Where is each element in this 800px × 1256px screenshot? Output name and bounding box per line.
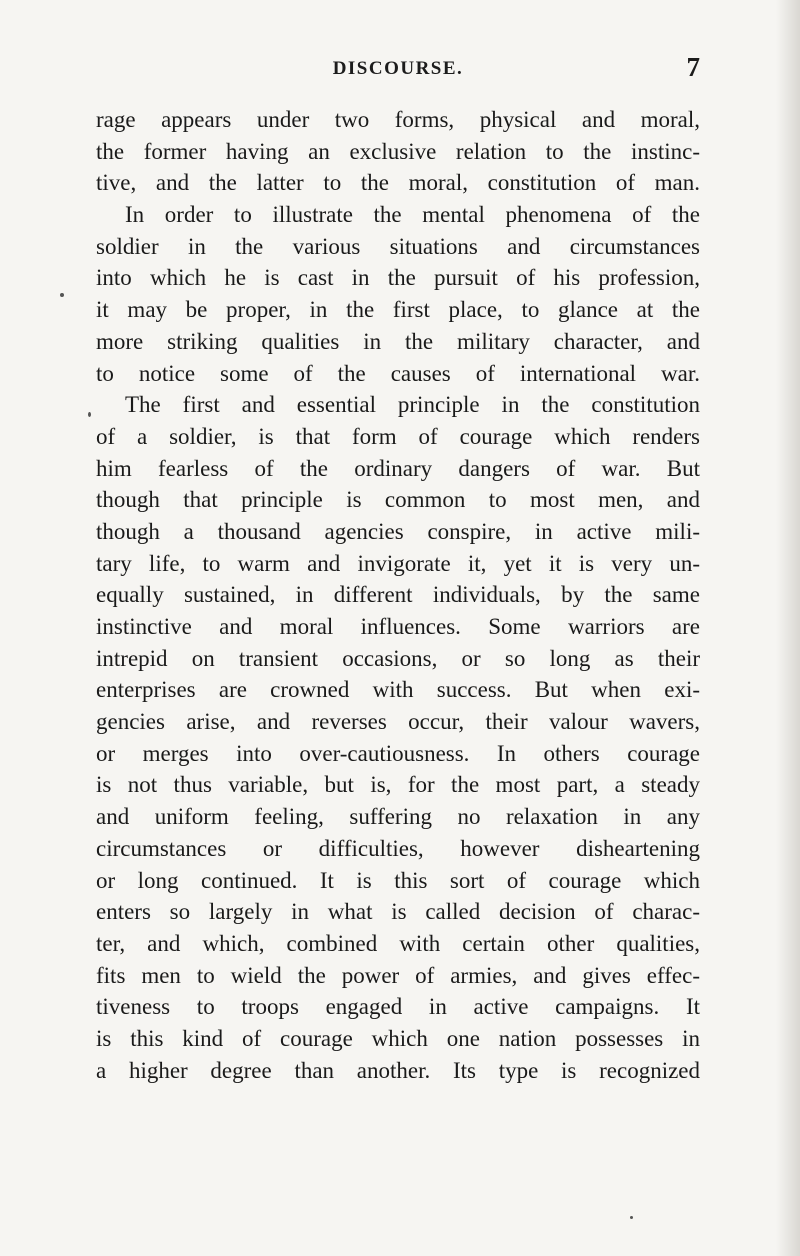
text-line: is this kind of courage which one nation possesses in: [96, 1025, 700, 1051]
page-edge-shadow: [776, 0, 800, 1256]
text-line: to notice some of the causes of international war.: [96, 360, 700, 386]
text-line: gencies arise, and reverses occur, their valour wavers,: [96, 709, 700, 735]
text-line: equally sustained, in different individuals, by the same: [96, 582, 700, 608]
running-title: DISCOURSE.: [332, 58, 464, 79]
text-line: a higher degree than another. Its type is recognized: [96, 1057, 700, 1083]
body-text: [96, 104, 700, 1086]
text-line: more striking qualities in the military character, and: [96, 328, 700, 354]
text-line: though a thousand agencies conspire, in active mili-: [96, 518, 700, 544]
text-line: it may be proper, in the first place, to glance at the: [96, 297, 700, 323]
text-line: In order to illustrate the mental phenomena of the: [125, 202, 700, 228]
text-line: into which he is cast in the pursuit of his profession,: [96, 265, 700, 291]
text-line: instinctive and moral influences. Some warriors are: [96, 614, 700, 639]
text-line: tiveness to troops engaged in active campaigns. It: [96, 994, 700, 1020]
ink-speck: [60, 293, 64, 297]
text-line: the former having an exclusive relation to the instinc-: [96, 138, 700, 164]
text-line: is not thus variable, but is, for the most part, a steady: [96, 772, 700, 798]
text-line: or long continued. It is this sort of courage which: [96, 867, 700, 893]
text-line: or merges into over-cautiousness. In others courage: [96, 740, 700, 766]
page-number: 7: [686, 52, 700, 82]
text-line: fits men to wield the power of armies, and gives effec-: [96, 962, 700, 988]
text-line: him fearless of the ordinary dangers of war. But: [96, 455, 700, 481]
text-line: of a soldier, is that form of courage which renders: [96, 423, 700, 449]
text-line: soldier in the various situations and circumstances: [96, 233, 700, 259]
ink-speck: [630, 1216, 633, 1219]
text-line: enterprises are crowned with success. But when exi-: [96, 677, 700, 703]
running-head: [96, 52, 700, 88]
text-line: intrepid on transient occasions, or so long as their: [96, 645, 700, 671]
text-line: ter, and which, combined with certain other qualities,: [96, 930, 700, 956]
text-line: circumstances or difficulties, however disheartening: [96, 835, 700, 861]
text-line: rage appears under two forms, physical and moral,: [96, 107, 700, 132]
text-line: tary life, to warm and invigorate it, yet it is very un-: [96, 550, 700, 576]
text-line: though that principle is common to most men, and: [96, 487, 700, 513]
text-line: tive, and the latter to the moral, constitution of man.: [96, 170, 700, 196]
text-line: enters so largely in what is called decision of charac-: [96, 899, 700, 925]
text-line: The first and essential principle in the constitution: [125, 392, 700, 418]
ink-speck: [88, 412, 91, 417]
text-line: and uniform feeling, suffering no relaxation in any: [96, 804, 700, 830]
